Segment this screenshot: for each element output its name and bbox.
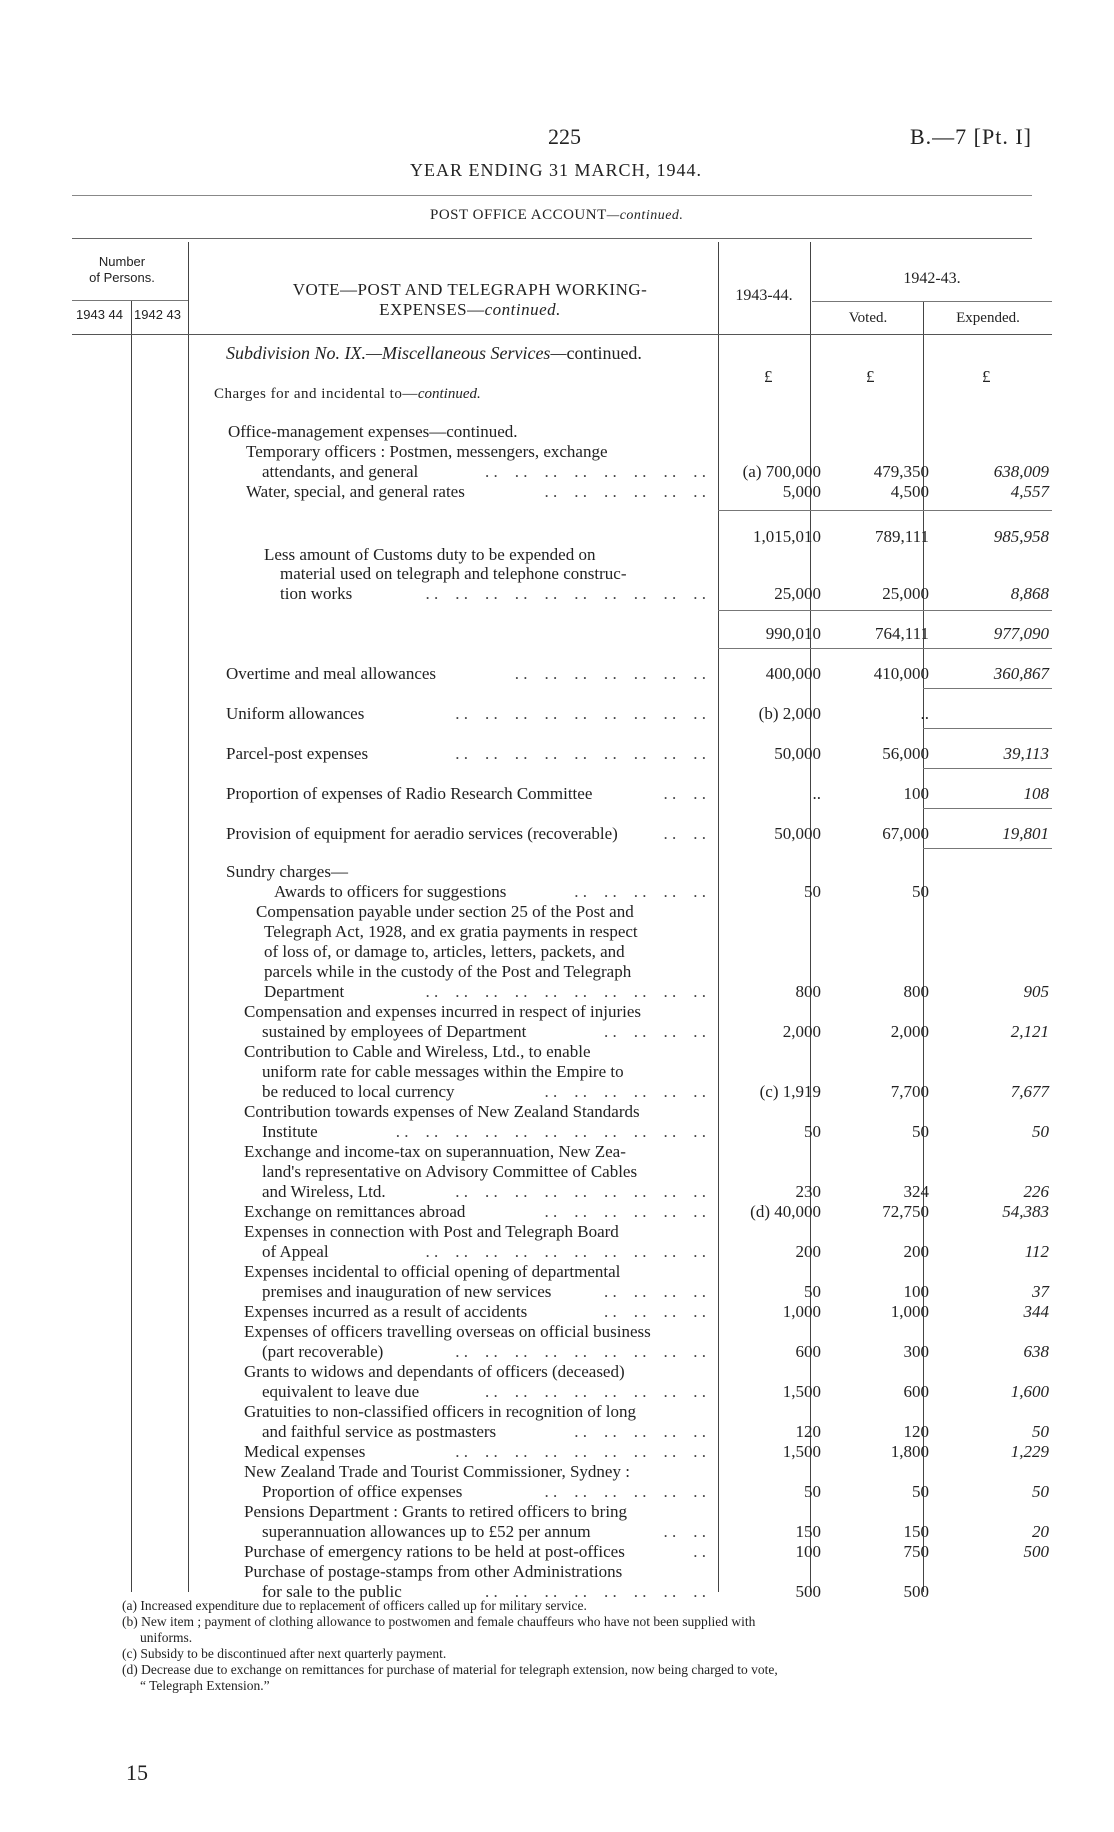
voted-value: 56,000 (882, 744, 929, 763)
page-number: 225 (548, 124, 581, 149)
col-expended-header: Expended. (956, 310, 1020, 326)
expended-value: 905 (1023, 982, 1049, 1001)
line-item-description: parcels while in the custody of the Post and Telegraph (264, 962, 632, 981)
line-item (0, 1242, 1114, 1262)
line-item-description: Purchase of emergency rations to be held at post-offices (244, 1542, 625, 1561)
line-item-description: Gratuities to non-classified officers in recognition of long (244, 1402, 637, 1421)
line-item-description: equivalent to leave due (262, 1382, 420, 1401)
persons-year-1942-43: 1942 43 (134, 307, 181, 322)
leader-dots: . . . . . . . . (604, 1022, 706, 1041)
voted-value: 479,350 (873, 462, 929, 481)
expended-value: 2,121 (1010, 1022, 1049, 1041)
voted-value: .. (920, 704, 929, 723)
line-item (0, 482, 1114, 502)
col-estimate-header: 1943-44. (735, 287, 793, 304)
line-item (0, 1022, 1114, 1042)
expended-value: 8,868 (1010, 584, 1049, 603)
estimate-value: 5,000 (782, 482, 821, 501)
line-item (0, 1382, 1114, 1402)
line-item (0, 1522, 1114, 1542)
line-item-description: of loss of, or damage to, articles, letters, packets, and (264, 942, 625, 961)
line-item (0, 1082, 1114, 1102)
line-item (0, 584, 1114, 604)
line-item-description: Expenses incurred as a result of accidents (244, 1302, 528, 1321)
expended-value: 1,229 (1010, 1442, 1049, 1461)
estimate-value: 800 (795, 982, 821, 1001)
page-footer: 15 (126, 1760, 148, 1785)
expended-value: 985,958 (993, 527, 1049, 546)
voted-value: 500 (903, 1582, 929, 1601)
line-item (0, 624, 1114, 644)
voted-value: 764,111 (875, 624, 929, 643)
expended-value: 39,113 (1003, 744, 1049, 763)
voted-value: 750 (903, 1542, 929, 1561)
line-item-description: material used on telegraph and telephone construc- (280, 564, 627, 583)
footnote-a: (a) Increased expenditure due to replacement of officers called up for military service. (122, 1598, 587, 1613)
expended-value: 112 (1024, 1242, 1049, 1261)
line-item (0, 1102, 1114, 1122)
line-item (0, 1542, 1114, 1562)
estimate-value: 50,000 (774, 744, 821, 763)
expended-value: 19,801 (1002, 824, 1049, 843)
line-item (0, 824, 1114, 844)
leader-dots: . . (693, 1542, 706, 1561)
line-item (0, 442, 1114, 462)
voted-value: 789,111 (875, 527, 929, 546)
expended-value: 50 (1032, 1422, 1049, 1441)
line-item-description: Expenses incidental to official opening of departmental (244, 1262, 621, 1281)
footnote-b: (b) New item ; payment of clothing allowance to postwomen and female chauffeurs who have not been supplied with (122, 1614, 756, 1629)
line-item (0, 1442, 1114, 1462)
expended-value: 108 (1023, 784, 1049, 803)
estimate-value: 120 (795, 1422, 821, 1441)
voted-value: 150 (903, 1522, 929, 1541)
item-rule-5 (923, 848, 1052, 849)
leader-dots: . . . . (663, 784, 706, 803)
line-item (0, 1002, 1114, 1022)
line-item (0, 1342, 1114, 1362)
line-item (0, 882, 1114, 902)
leader-dots: . . . . . . . . (604, 1282, 706, 1301)
line-item-description: and faithful service as postmasters (262, 1422, 497, 1441)
estimate-value: 100 (795, 1542, 821, 1561)
line-item-description: of Appeal (262, 1242, 329, 1261)
line-item-description: Contribution towards expenses of New Zealand Standards (244, 1102, 640, 1121)
line-item (0, 1562, 1114, 1582)
expended-value: 638,009 (993, 462, 1049, 481)
line-item-description: Pensions Department : Grants to retired officers to bring (244, 1502, 628, 1521)
line-item-description: Contribution to Cable and Wireless, Ltd., to enable (244, 1042, 591, 1061)
item-rule-4 (923, 808, 1052, 809)
voted-value: 50 (912, 882, 929, 901)
leader-dots: . . . . . . . . . . . . . . . . . . . . . . (395, 1122, 706, 1141)
prior-year-rule (812, 301, 1052, 302)
persons-year-1943-44: 1943 44 (76, 307, 123, 322)
line-item (0, 862, 1114, 882)
voted-value: 50 (912, 1482, 929, 1501)
leader-dots: . . . . . . . . . . . . . . . . (485, 462, 706, 481)
line-item-description: (part recoverable) (262, 1342, 384, 1361)
leader-dots: . . . . . . . . . . . . . . (514, 664, 706, 683)
line-item (0, 902, 1114, 922)
line-item (0, 1162, 1114, 1182)
expended-value: 37 (1032, 1282, 1049, 1301)
line-item-description: uniform rate for cable messages within the Empire to (262, 1062, 624, 1081)
vote-title: VOTE—POST AND TELEGRAPH WORKING- EXPENSES—continued. (292, 280, 648, 319)
voted-value: 800 (903, 982, 929, 1001)
voted-value: 72,750 (882, 1202, 929, 1221)
year-heading: YEAR ENDING 31 MARCH, 1944. (410, 160, 702, 180)
voted-value: 2,000 (890, 1022, 929, 1041)
line-item-description: Exchange and income-tax on superannuation, New Zea- (244, 1142, 626, 1161)
document-reference: B.—7 [Pt. I] (910, 124, 1032, 149)
line-item (0, 982, 1114, 1002)
line-item (0, 1402, 1114, 1422)
line-item (0, 462, 1114, 482)
charges-heading: Charges for and incidental to—continued. (214, 386, 481, 402)
leader-dots: . . . . . . . . . . . . . . . . . . . . (425, 584, 706, 603)
subtotal-rule-3 (718, 648, 1052, 649)
leader-dots: . . . . (663, 824, 706, 843)
line-item-description: Compensation and expenses incurred in respect of injuries (244, 1002, 642, 1021)
voted-value: 4,500 (890, 482, 929, 501)
line-item-description: New Zealand Trade and Tourist Commissioner, Sydney : (244, 1462, 630, 1481)
expended-value: 1,600 (1010, 1382, 1049, 1401)
expended-value: 977,090 (993, 624, 1049, 643)
leader-dots: . . . . . . . . . . . . . . . . . . (455, 704, 706, 723)
estimate-value: 25,000 (774, 584, 821, 603)
top-rule (72, 195, 1032, 196)
persons-header-rule (72, 300, 188, 301)
estimate-value: 230 (795, 1182, 821, 1201)
estimate-value: 50,000 (774, 824, 821, 843)
line-item (0, 1062, 1114, 1082)
item-rule-3 (923, 768, 1052, 769)
line-item (0, 1122, 1114, 1142)
line-item-description: Parcel-post expenses (226, 744, 369, 763)
leader-dots: . . . . . . . . . . . . . . . . . . . . (425, 1242, 706, 1261)
estimate-value: 1,500 (782, 1382, 821, 1401)
estimate-value: 200 (795, 1242, 821, 1261)
item-rule-1 (923, 688, 1052, 689)
estimate-value: 50 (804, 1122, 821, 1141)
estimate-value: .. (812, 784, 821, 803)
line-item-description: and Wireless, Ltd. (262, 1182, 386, 1201)
estimate-value: 50 (804, 1282, 821, 1301)
column-header-rule (72, 334, 1052, 335)
leader-dots: . . . . . . . . . . . . (544, 1202, 706, 1221)
leader-dots: . . . . . . . . . . . . . . . . . . . . (425, 982, 706, 1001)
line-item-description: Department (264, 982, 345, 1001)
line-item (0, 1042, 1114, 1062)
voted-value: 200 (903, 1242, 929, 1261)
estimate-value: 1,015,010 (753, 527, 821, 546)
currency-expended: £ (982, 367, 991, 386)
line-item (0, 1182, 1114, 1202)
line-item (0, 942, 1114, 962)
line-item-description: Purchase of postage-stamps from other Administrations (244, 1562, 623, 1581)
line-item (0, 545, 1114, 565)
subtotal-rule-1 (718, 510, 1052, 511)
line-item (0, 1202, 1114, 1222)
line-item (0, 422, 1114, 442)
leader-dots: . . . . . . . . . . . . (544, 1482, 706, 1501)
line-item-description: Medical expenses (244, 1442, 366, 1461)
voted-value: 1,000 (890, 1302, 929, 1321)
leader-dots: . . . . (663, 1522, 706, 1541)
leader-dots: . . . . . . . . . . . . (544, 1082, 706, 1101)
line-item (0, 1222, 1114, 1242)
line-item (0, 1502, 1114, 1522)
voted-value: 1,800 (890, 1442, 929, 1461)
line-item (0, 1462, 1114, 1482)
line-item-description: Institute (262, 1122, 318, 1141)
expended-value: 20 (1032, 1522, 1049, 1541)
expended-value: 50 (1032, 1482, 1049, 1501)
line-item-description: land's representative on Advisory Committee of Cables (262, 1162, 638, 1181)
line-item (0, 1282, 1114, 1302)
estimate-value: 150 (795, 1522, 821, 1541)
line-item-description: Provision of equipment for aeradio services (recoverable) (226, 824, 618, 843)
account-heading: POST OFFICE ACCOUNT—continued. (430, 207, 684, 223)
estimate-value: 1,500 (782, 1442, 821, 1461)
leader-dots: . . . . . . . . . . . . (544, 482, 706, 501)
line-item-description: be reduced to local currency (262, 1082, 455, 1101)
line-item-description: attendants, and general (262, 462, 419, 481)
line-item-description: Expenses of officers travelling overseas on official business (244, 1322, 651, 1341)
leader-dots: . . . . . . . . . . . . . . . . (485, 1582, 706, 1601)
line-item-description: Grants to widows and dependants of officers (deceased) (244, 1362, 625, 1381)
line-item (0, 784, 1114, 804)
voted-value: 600 (903, 1382, 929, 1401)
line-item (0, 744, 1114, 764)
line-item (0, 1142, 1114, 1162)
line-item (0, 1422, 1114, 1442)
estimate-value: 50 (804, 882, 821, 901)
line-item-description: Overtime and meal allowances (226, 664, 437, 683)
voted-value: 300 (903, 1342, 929, 1361)
estimate-value: (a) 700,000 (742, 462, 821, 481)
voted-value: 67,000 (882, 824, 929, 843)
footnote-d: (d) Decrease due to exchange on remittances for purchase of material for telegraph extension, now being charged to vote, (122, 1662, 778, 1677)
estimate-value: 600 (795, 1342, 821, 1361)
line-item-description: Proportion of expenses of Radio Research Committee (226, 784, 593, 803)
currency-voted: £ (866, 367, 875, 386)
estimate-value: (c) 1,919 (759, 1082, 821, 1101)
line-item-description: Awards to officers for suggestions (274, 882, 507, 901)
voted-value: 50 (912, 1122, 929, 1141)
col-prior-year-header: 1942-43. (903, 270, 961, 287)
subdivision-heading: Subdivision No. IX.—Miscellaneous Services—continued. (226, 343, 642, 363)
line-item-description: for sale to the public (262, 1582, 402, 1601)
leader-dots: . . . . . . . . . . (574, 1422, 706, 1441)
footnote-c: (c) Subsidy to be discontinued after next quarterly payment. (122, 1646, 447, 1661)
line-item-description: premises and inauguration of new services (262, 1282, 552, 1301)
leader-dots: . . . . . . . . . . . . . . . . . . (455, 1442, 706, 1461)
estimate-value: 990,010 (765, 624, 821, 643)
line-item-description: Proportion of office expenses (262, 1482, 463, 1501)
leader-dots: . . . . . . . . . . . . . . . . . . (455, 1182, 706, 1201)
estimate-value: (b) 2,000 (758, 704, 821, 723)
line-item-description: sustained by employees of Department (262, 1022, 527, 1041)
line-item (0, 1262, 1114, 1282)
expended-value: 500 (1023, 1542, 1049, 1561)
expended-value: 4,557 (1010, 482, 1049, 501)
item-rule-2 (923, 728, 1052, 729)
estimate-value: 2,000 (782, 1022, 821, 1041)
footnote-b-cont: uniforms. (140, 1630, 193, 1645)
line-item-description: Office-management expenses—continued. (228, 422, 518, 441)
col-voted-header: Voted. (848, 310, 888, 326)
expended-value: 54,383 (1002, 1202, 1049, 1221)
line-item (0, 922, 1114, 942)
voted-value: 410,000 (873, 664, 929, 683)
leader-dots: . . . . . . . . . . (574, 882, 706, 901)
line-item (0, 1322, 1114, 1342)
line-item-description: superannuation allowances up to £52 per annum (262, 1522, 591, 1541)
leader-dots: . . . . . . . . . . . . . . . . . . (455, 1342, 706, 1361)
expended-value: 344 (1023, 1302, 1049, 1321)
estimate-value: 1,000 (782, 1302, 821, 1321)
line-item-description: tion works (280, 584, 353, 603)
expended-value: 226 (1023, 1182, 1049, 1201)
line-item-description: Telegraph Act, 1928, and ex gratia payments in respect (264, 922, 638, 941)
line-item (0, 664, 1114, 684)
estimate-value: 50 (804, 1482, 821, 1501)
line-item-description: Water, special, and general rates (246, 482, 465, 501)
line-item (0, 1302, 1114, 1322)
voted-value: 7,700 (890, 1082, 929, 1101)
expended-value: 638 (1023, 1342, 1049, 1361)
voted-value: 25,000 (882, 584, 929, 603)
line-item-description: Expenses in connection with Post and Telegraph Board (244, 1222, 619, 1241)
currency-estimate: £ (764, 367, 773, 386)
line-item (0, 1362, 1114, 1382)
line-item (0, 962, 1114, 982)
voted-value: 100 (903, 1282, 929, 1301)
line-item-description: Sundry charges— (226, 862, 348, 881)
line-item-description: Exchange on remittances abroad (244, 1202, 466, 1221)
line-item (0, 704, 1114, 724)
voted-value: 120 (903, 1422, 929, 1441)
leader-dots: . . . . . . . . . . . . . . . . (485, 1382, 706, 1401)
leader-dots: . . . . . . . . (604, 1302, 706, 1321)
persons-header: Number of Persons. (89, 254, 155, 285)
voted-value: 100 (903, 784, 929, 803)
line-item-description: Uniform allowances (226, 704, 365, 723)
heading-rule (72, 238, 1032, 239)
line-item-description: Less amount of Customs duty to be expended on (264, 545, 596, 564)
expended-value: 360,867 (993, 664, 1049, 683)
line-item (0, 527, 1114, 547)
line-item (0, 564, 1114, 584)
estimate-value: 400,000 (765, 664, 821, 683)
estimate-value: 500 (795, 1582, 821, 1601)
footnote-d-cont: “ Telegraph Extension.” (140, 1678, 270, 1693)
estimate-value: (d) 40,000 (750, 1202, 821, 1221)
line-item-description: Compensation payable under section 25 of the Post and (256, 902, 634, 921)
line-item (0, 1482, 1114, 1502)
line-item-description: Temporary officers : Postmen, messengers, exchange (246, 442, 608, 461)
expended-value: 50 (1032, 1122, 1049, 1141)
expended-value: 7,677 (1010, 1082, 1049, 1101)
subtotal-rule-2 (718, 610, 1052, 611)
voted-value: 324 (903, 1182, 929, 1201)
leader-dots: . . . . . . . . . . . . . . . . . . (455, 744, 706, 763)
